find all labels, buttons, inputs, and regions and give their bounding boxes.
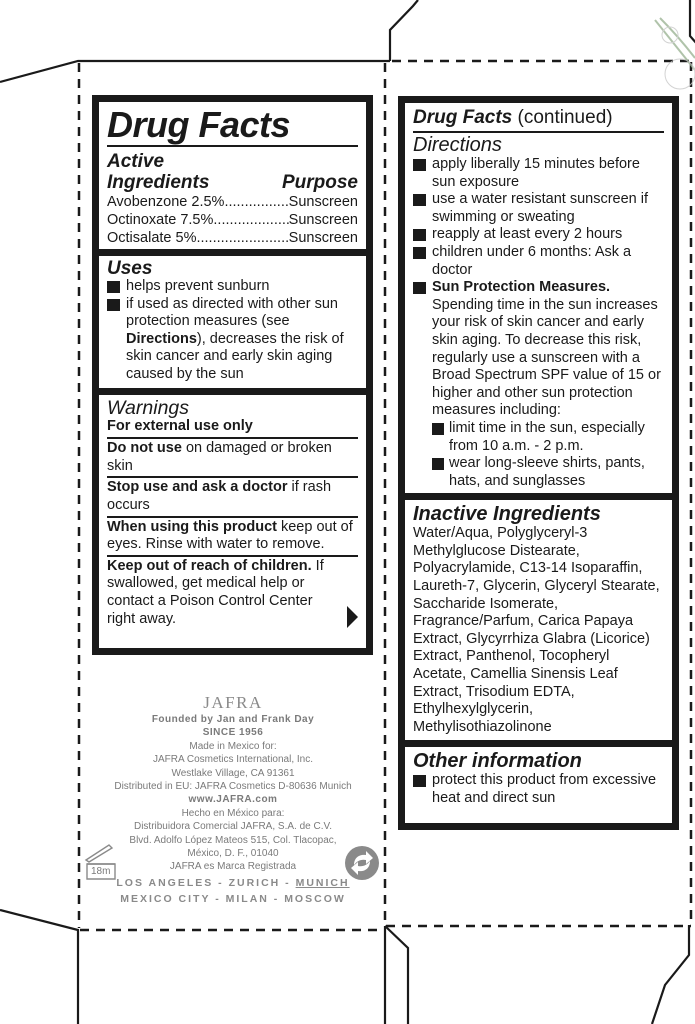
warning-lead: Stop use and ask a doctor: [107, 479, 288, 496]
cut-line-top-center: [390, 0, 418, 61]
directions-list: [413, 156, 664, 279]
sun-protection-list: [413, 279, 664, 490]
drug-facts-continued-panel: [398, 96, 679, 830]
drug-facts-title: Drug Facts: [107, 107, 358, 147]
company-line: Westlake Village, CA 91361: [171, 767, 295, 779]
bullet-square-icon: [413, 775, 426, 787]
list-item-text: apply liberally 15 minutes before sun exposure: [432, 156, 640, 190]
cut-line-top-left: [0, 61, 390, 82]
ingredient-purpose: Sunscreen: [288, 194, 358, 210]
green-dot-recycle-icon: [344, 845, 380, 886]
list-item-text: children under 6 months: Ask a doctor: [432, 243, 632, 278]
warning-block: [107, 437, 358, 475]
ingredient-name: Avobenzone 2.5%: [107, 194, 225, 210]
drug-facts-continued-title: [413, 107, 664, 133]
inactive-ingredients-heading: Inactive Ingredients: [413, 503, 601, 526]
other-information-heading: Other information: [413, 750, 582, 773]
list-item-text: protect this product from excessive heat and direct sun: [432, 772, 657, 806]
list-item: [413, 772, 664, 807]
period-after-opening-icon: [84, 842, 118, 887]
company-line: JAFRA Cosmetics International, Inc.: [152, 754, 314, 766]
ingredient-name: Octisalate 5%: [107, 230, 197, 246]
active-ingredients-section: [99, 102, 366, 256]
inactive-ingredients-text: Water/Aqua, Polyglyceryl-3 Methylglucose Distearate, Polyacrylamide, C13-14 Isoparaffin, Laureth-7, Glycerin, Glyceryl Stearate, Saccharide Isomerate, Fragrance/Parfum, Carica Papaya Extract, Glycyrrhiza Glabra (Licorice) Extract, Panthenol, Tocopheryl Acetate, Camellia Sinensis Leaf Extract, Trisodium EDTA, Ethylhexylglycerin, Methylisothiazolinone: [413, 525, 660, 735]
city-munich: MUNICH: [295, 876, 350, 889]
uses-section: [99, 256, 366, 395]
sun-protection-sublist: [432, 420, 664, 490]
cut-line-bottom-right: [652, 925, 689, 1024]
use-text: ), decreases the risk of skin cancer and early skin aging caused by the sun: [126, 330, 344, 382]
company-line: México, D. F., 01040: [187, 848, 279, 860]
use-text: if used as directed with other sun protection measures (see: [126, 295, 338, 330]
active-ingredients-header: [107, 151, 358, 193]
company-info: [88, 693, 378, 907]
warning-text: If swallowed, get medical help or contact a Poison Control Center right away.: [107, 557, 324, 627]
active-ingredients-heading: [107, 151, 209, 193]
warning-lead: Keep out of reach of children.: [107, 557, 312, 574]
uses-heading: Uses: [107, 258, 153, 279]
list-item: [432, 455, 664, 490]
warnings-section: [99, 395, 366, 635]
company-line: SINCE 1956: [202, 727, 264, 739]
leader-dots: [224, 193, 288, 211]
inactive-ingredients-section: [405, 500, 672, 747]
cities-line-2: MEXICO CITY - MILAN - MOSCOW: [120, 892, 346, 905]
ingredient-purpose: Sunscreen: [288, 212, 358, 228]
bullet-square-icon: [107, 299, 120, 311]
bullet-square-icon: [413, 229, 426, 241]
active-heading-line1: Active: [107, 151, 165, 172]
bullet-square-icon: [413, 194, 426, 206]
sun-protection-text: Spending time in the sun increases your risk of skin cancer and early skin aging. To decrease this risk, regularly use a sunscreen with a Broad Spectrum SPF value of 15 or higher and other sun protection measures including:: [432, 296, 661, 419]
brand-logo: JAFRA: [203, 693, 263, 712]
company-line: Blvd. Adolfo López Mateos 515, Col. Tlacopac,: [129, 834, 337, 846]
list-item: [107, 278, 358, 296]
list-item-text: limit time in the sun, especially from 10 a.m. - 2 p.m.: [449, 419, 645, 454]
ingredients-list: [107, 193, 358, 247]
purpose-heading: Purpose: [281, 172, 358, 193]
warning-block: [107, 476, 358, 514]
list-item: [413, 156, 664, 191]
directions-heading: Directions: [413, 134, 502, 156]
bullet-square-icon: [413, 282, 426, 294]
company-address-lines: [88, 713, 378, 874]
company-line: www.JAFRA.com: [188, 794, 278, 806]
list-item: [432, 420, 664, 455]
ingredient-row: [107, 229, 358, 247]
company-line: Distribuidora Comercial JAFRA, S.A. de C.V.: [133, 821, 333, 833]
list-item: [413, 279, 664, 490]
bullet-square-icon: [413, 247, 426, 259]
warning-lead: When using this product: [107, 518, 277, 535]
warning-text: if rash occurs: [107, 479, 332, 513]
continued-title-bold: Drug Facts: [413, 107, 513, 128]
warning-blocks: [107, 437, 358, 628]
pao-label: 18m: [91, 866, 111, 877]
active-heading-line2: Ingredients: [107, 172, 210, 193]
cities-line-1: [88, 875, 378, 891]
warning-block: [107, 555, 358, 628]
cities-text: LOS ANGELES - ZURICH -: [116, 876, 296, 889]
list-item-text: use a water resistant sunscreen if swimming or sweating: [432, 191, 648, 225]
cut-line-bottom-left: [0, 910, 78, 1024]
ingredient-row: [107, 193, 358, 211]
other-information-section: [405, 747, 672, 811]
warning-text: keep out of eyes. Rinse with water to remove.: [107, 518, 353, 553]
warning-lead: Do not use: [107, 440, 182, 457]
bullet-square-icon: [107, 281, 120, 293]
company-line: Made in Mexico for:: [189, 740, 277, 752]
list-item: [107, 296, 358, 384]
list-item: [413, 226, 664, 244]
company-line: Founded by Jan and Frank Day: [151, 714, 315, 725]
list-item: [413, 191, 664, 226]
use-text: helps prevent sunburn: [126, 278, 270, 294]
warning-text: on damaged or broken skin: [107, 440, 332, 474]
continue-arrow-icon: [347, 606, 358, 628]
list-item: [413, 244, 664, 279]
directions-reference: Directions: [126, 330, 197, 347]
bullet-square-icon: [432, 423, 444, 435]
other-information-list: [413, 772, 664, 807]
uses-list: [107, 278, 358, 384]
sun-protection-heading: Sun Protection Measures.: [432, 279, 611, 296]
list-item-text: wear long-sleeve shirts, pants, hats, and sunglasses: [449, 455, 645, 489]
company-line: JAFRA es Marca Registrada: [169, 861, 297, 873]
company-line: Hecho en México para:: [181, 807, 285, 819]
external-use-note: For external use only: [107, 417, 253, 434]
warning-block: [107, 516, 358, 554]
bullet-square-icon: [432, 458, 444, 470]
company-line: Distributed in EU: JAFRA Cosmetics D-80636 Munich: [114, 781, 352, 793]
cut-line-bottom-center-right: [385, 926, 408, 1024]
leader-dots: [213, 211, 288, 229]
leader-dots: [196, 229, 288, 247]
ingredient-purpose: Sunscreen: [288, 230, 358, 246]
warnings-heading: Warnings: [107, 396, 190, 419]
drug-facts-panel: [92, 95, 373, 655]
continued-title-rest: (continued): [512, 107, 613, 128]
ingredient-name: Octinoxate 7.5%: [107, 212, 214, 228]
list-item-text: reapply at least every 2 hours: [432, 226, 623, 243]
bullet-square-icon: [413, 159, 426, 171]
directions-section: [405, 103, 672, 500]
ingredient-row: [107, 211, 358, 229]
